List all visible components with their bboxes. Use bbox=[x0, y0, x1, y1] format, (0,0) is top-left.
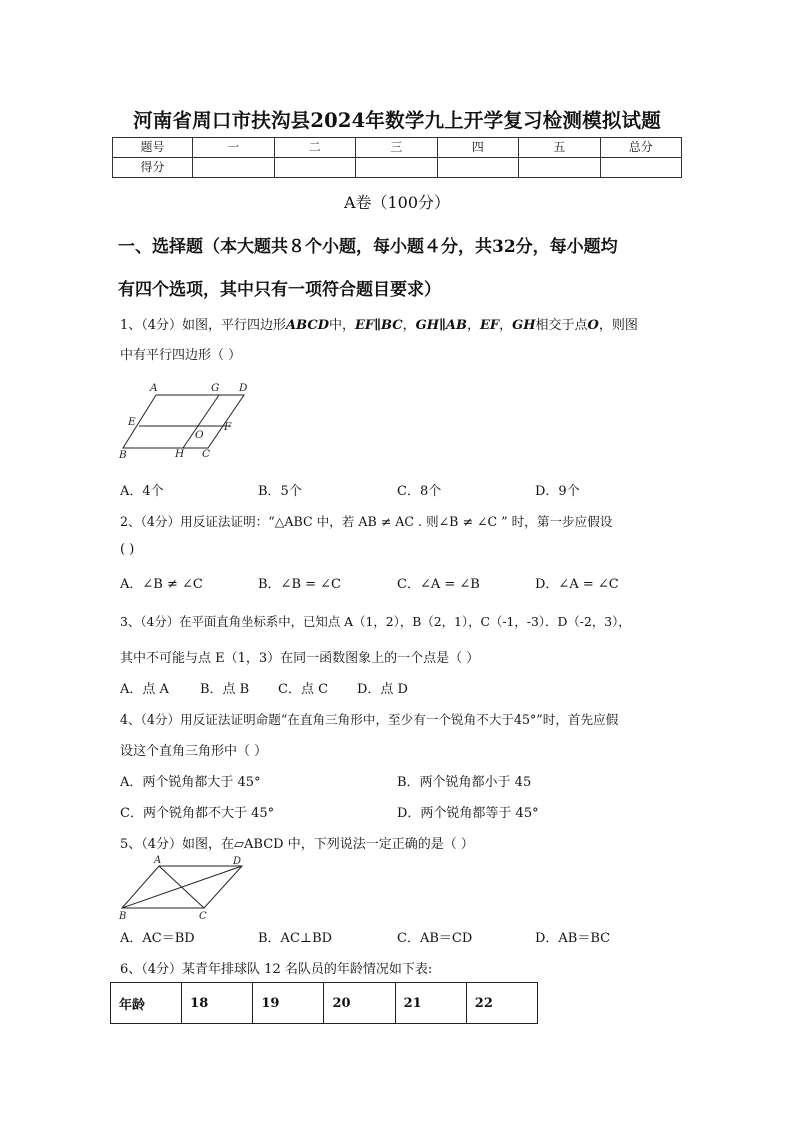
score-header-cell: 五 bbox=[519, 138, 601, 158]
q5-option-b[interactable]: B．AC⊥BD bbox=[258, 931, 333, 946]
score-cell[interactable] bbox=[193, 158, 275, 178]
q1-option-c[interactable]: C．8个 bbox=[397, 484, 442, 499]
q1-label-e: E bbox=[128, 416, 136, 428]
score-header-cell: 二 bbox=[274, 138, 356, 158]
q1-label-o: O bbox=[195, 429, 204, 441]
q1-option-a[interactable]: A．4个 bbox=[120, 484, 164, 499]
q3-option-d[interactable]: D．点 D bbox=[357, 682, 408, 697]
q6-age-header: 年龄 bbox=[111, 983, 182, 1024]
score-header-cell: 一 bbox=[193, 138, 275, 158]
q4-option-c[interactable]: C．两个锐角都不大于 45° bbox=[120, 806, 275, 821]
section-a-heading: A卷（100分） bbox=[343, 193, 451, 212]
q5-label-a: A bbox=[154, 855, 162, 866]
score-cell[interactable] bbox=[274, 158, 356, 178]
score-header-cell: 题号 bbox=[113, 138, 193, 158]
q1-ef: EF bbox=[479, 318, 500, 333]
q6-age-table bbox=[110, 982, 538, 1024]
q1-tail: ，则图 bbox=[598, 318, 638, 333]
q5-label-c: C bbox=[199, 911, 207, 922]
q1-c3: ， bbox=[499, 318, 513, 333]
score-header-cell: 总分 bbox=[600, 138, 682, 158]
section1-line1: 一、选择题（本大题共８个小题，每小题４分，共32分，每小题均 bbox=[118, 237, 618, 257]
q2-option-b[interactable]: B．∠B = ∠C bbox=[258, 577, 341, 592]
q1-line1 bbox=[120, 314, 638, 333]
q1-option-b[interactable]: B．5个 bbox=[258, 484, 302, 499]
score-row-label: 得分 bbox=[113, 158, 193, 178]
q1-label-g: G bbox=[211, 382, 220, 394]
q3-option-a[interactable]: A．点 A bbox=[120, 682, 169, 697]
score-cell[interactable] bbox=[356, 158, 438, 178]
q6-line1: 6、（4分）某青年排球队 12 名队员的年龄情况如下表: bbox=[120, 962, 433, 977]
q4-option-b[interactable]: B．两个锐角都小于 45 bbox=[397, 775, 532, 790]
score-table bbox=[112, 137, 682, 178]
q1-label-c: C bbox=[202, 448, 211, 460]
q4-option-a[interactable]: A．两个锐角都大于 45° bbox=[120, 775, 261, 790]
q2-option-a[interactable]: A．∠B ≠ ∠C bbox=[120, 577, 203, 592]
q4-option-d[interactable]: D．两个锐角都等于 45° bbox=[397, 806, 539, 821]
q6-age-cell: 18 bbox=[182, 983, 253, 1024]
q1-label-b: B bbox=[119, 449, 127, 460]
score-table-score-row bbox=[113, 158, 682, 178]
score-table-header-row bbox=[113, 138, 682, 158]
q2-line1: 2、（4分）用反证法证明：“△ABC 中，若 AB ≠ AC . 则∠B ≠ ∠C ” 时，第一步应假设 bbox=[120, 514, 613, 529]
q5-parallelogram-figure bbox=[116, 853, 250, 923]
q6-age-cell: 22 bbox=[466, 983, 537, 1024]
q3-line1: 3、（4分）在平面直角坐标系中，已知点 A（1，2），B（2，1），C（-1，-3）．D（-2，3）， bbox=[120, 614, 631, 629]
q5-label-b: B bbox=[119, 911, 127, 922]
q1-mid2: 相交于点 bbox=[535, 318, 588, 333]
q1-label-a: A bbox=[150, 382, 158, 394]
q1-abcd: ABCD bbox=[286, 318, 329, 333]
score-header-cell: 四 bbox=[437, 138, 519, 158]
page-title: 河南省周口市扶沟县2024年数学九上开学复习检测模拟试题 bbox=[133, 109, 661, 132]
q1-gh: GH bbox=[512, 318, 536, 333]
q1-c2: ， bbox=[466, 318, 480, 333]
score-cell[interactable] bbox=[437, 158, 519, 178]
q4-line2: 设这个直角三角形中（ ） bbox=[120, 744, 268, 759]
q2-option-d[interactable]: D．∠A = ∠C bbox=[535, 577, 619, 592]
q5-label-d: D bbox=[233, 856, 242, 867]
q3-option-c[interactable]: C．点 C bbox=[278, 682, 329, 697]
q1-option-d[interactable]: D．9个 bbox=[535, 484, 580, 499]
q6-age-cell: 19 bbox=[253, 983, 324, 1024]
q6-age-cell: 20 bbox=[324, 983, 395, 1024]
section1-line2: 有四个选项，其中只有一项符合题目要求） bbox=[118, 280, 441, 300]
score-cell[interactable] bbox=[519, 158, 601, 178]
q1-label-f: F bbox=[224, 421, 232, 433]
q3-line2: 其中不可能与点 E（1，3）在同一函数图象上的一个点是（ ） bbox=[120, 651, 480, 666]
q1-ef-bc: EF∥BC bbox=[355, 318, 403, 333]
q5-option-a[interactable]: A．AC＝BD bbox=[120, 931, 195, 946]
q6-age-cell: 21 bbox=[395, 983, 466, 1024]
q1-line2: 中有平行四边形（ ） bbox=[120, 348, 242, 363]
q1-c1: ， bbox=[402, 318, 416, 333]
q1-o: O bbox=[587, 318, 599, 333]
q1-prefix: 1、（4分）如图，平行四边形 bbox=[120, 318, 287, 333]
q4-line1: 4、（4分）用反证法证明命题“在直角三角形中，至少有一个锐角不大于45°”时，首先应假 bbox=[120, 712, 619, 727]
q5-option-d[interactable]: D．AB＝BC bbox=[535, 931, 611, 946]
q1-gh-ab: GH∥AB bbox=[415, 318, 467, 333]
q6-age-row bbox=[111, 983, 538, 1024]
q1-label-d: D bbox=[239, 382, 248, 394]
q5-line1: 5、（4分）如图，在▱ABCD 中，下列说法一定正确的是（ ） bbox=[120, 837, 474, 852]
q2-line2: ( ) bbox=[120, 542, 135, 557]
q1-label-h: H bbox=[175, 448, 185, 460]
q1-parallelogram-figure bbox=[116, 378, 256, 460]
score-cell[interactable] bbox=[600, 158, 682, 178]
q5-option-c[interactable]: C．AB＝CD bbox=[397, 931, 473, 946]
q3-option-b[interactable]: B．点 B bbox=[200, 682, 250, 697]
score-header-cell: 三 bbox=[356, 138, 438, 158]
q2-option-c[interactable]: C．∠A = ∠B bbox=[397, 577, 480, 592]
q1-mid1: 中， bbox=[328, 318, 355, 333]
